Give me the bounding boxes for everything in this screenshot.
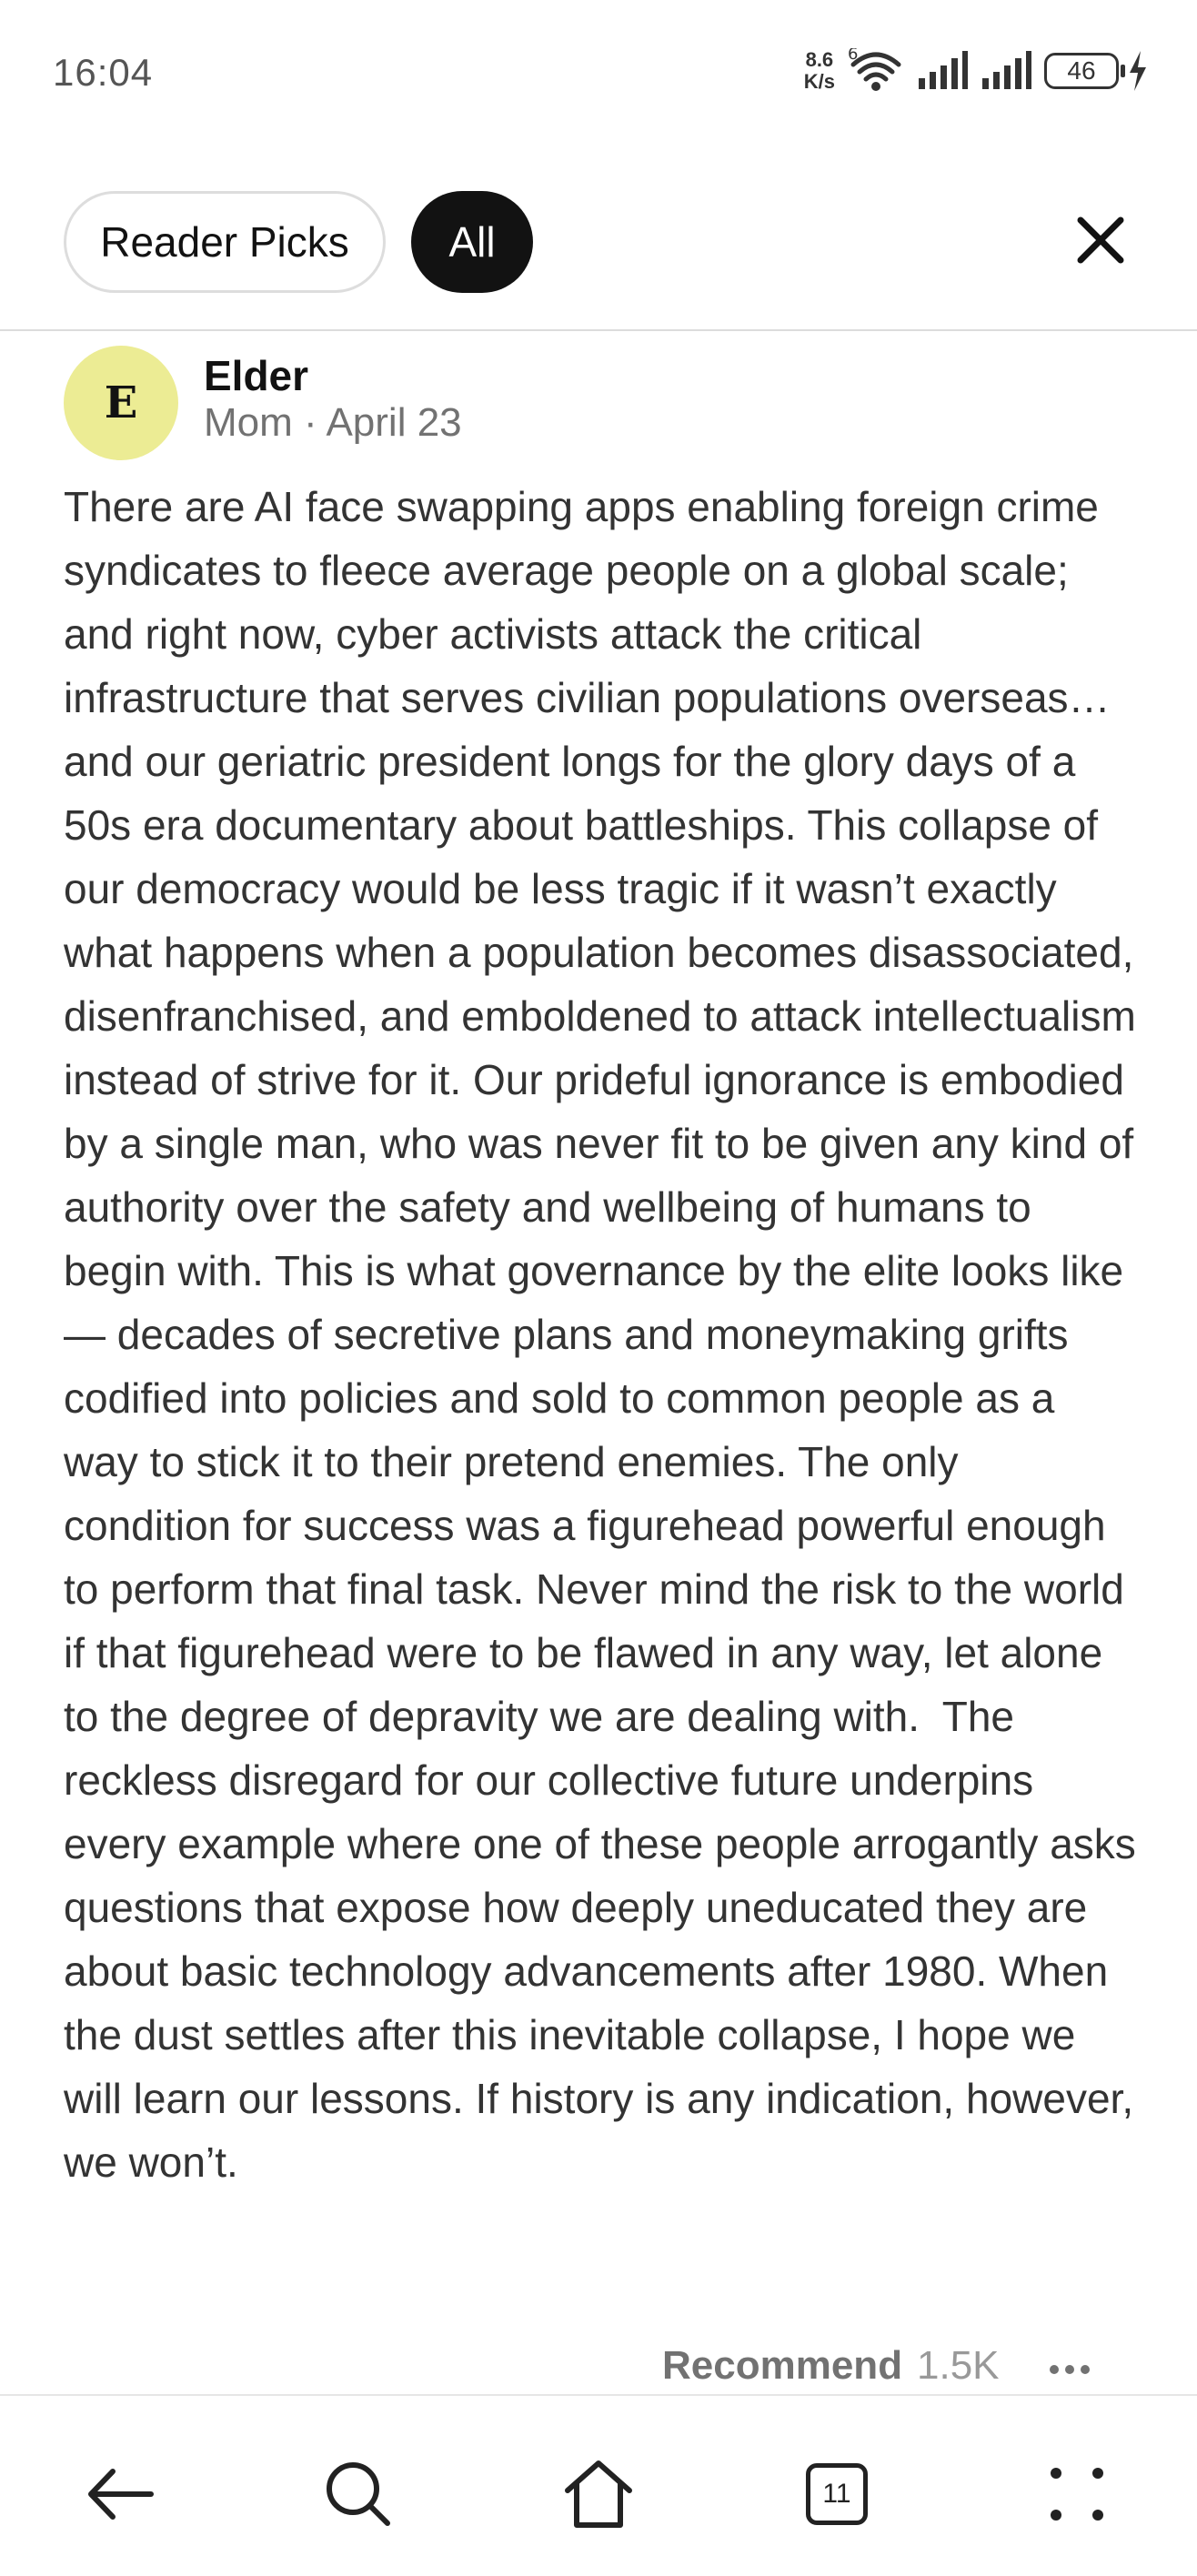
signal-icon (981, 51, 1031, 91)
network-speed-value: 8.6 (805, 48, 834, 71)
network-speed (804, 49, 835, 93)
back-button[interactable] (76, 2450, 164, 2538)
network-speed-unit: K/s (803, 70, 835, 93)
recommend-button[interactable]: Recommend (662, 2343, 903, 2388)
search-button[interactable] (315, 2450, 402, 2538)
comment-meta: Mom · April 23 (204, 400, 462, 445)
reader-picks-chip[interactable]: Reader Picks (64, 191, 386, 293)
status-icons (804, 45, 1148, 96)
menu-icon (1045, 2462, 1109, 2526)
home-button[interactable] (555, 2450, 642, 2538)
back-arrow-icon (84, 2462, 156, 2526)
status-bar (0, 0, 1197, 146)
comment-actions (0, 2343, 1197, 2398)
comment-body: There are AI face swapping apps enabling foreign crime syndicates to fleece average people on a global scale; and right now, cyber activists attack the critical infrastructure that serves civilian populations overseas… and our geriatric president longs for the glory days of a 50s era documentary about battleships. This collapse of our democracy would be less tragic if it wasn’t exactly what happens when a population becomes disassociated, disenfranchised, and emboldened to attack intellectualism instead of strive for it. Our prideful ignorance is embodied by a single man, who was never fit to be given any kind of authority over the safety and wellbeing of humans to begin with. This is what governance by the elite looks like— decades of secretive plans and moneymaking grifts codified into policies and sold to common people as a way to stick it to their pretend enemies. The only condition for success was a figurehead powerful enough to perform that final task. Never mind the risk to the world if that figurehead were to be flawed in any way, let alone to the degree of depravity we are dealing with. The reckless disregard for our collective future underpins every example where one of these people arrogantly asks questions that expose how deeply uneducated they are about basic technology advancements after 1980. When the dust settles after this inevitable collapse, I hope we will learn our lessons. If history is any indication, however, we won’t. (64, 483, 1148, 2186)
tabs-icon: 11 (806, 2463, 868, 2525)
wifi-icon (848, 48, 904, 94)
menu-button[interactable] (1033, 2450, 1121, 2538)
comment-header (64, 346, 1137, 464)
tabs-button[interactable] (793, 2450, 880, 2538)
search-icon (322, 2458, 395, 2531)
home-icon (562, 2458, 635, 2531)
battery-icon: 46 (1044, 53, 1119, 89)
avatar[interactable]: E (64, 346, 178, 460)
all-chip[interactable]: All (411, 191, 533, 293)
more-options-icon[interactable] (1048, 2363, 1091, 2376)
recommend-count: 1.5K (917, 2343, 1000, 2388)
charging-icon (1128, 51, 1148, 91)
bottom-navigation (0, 2394, 1197, 2576)
close-icon[interactable] (1068, 207, 1133, 273)
comment-filter-bar (0, 182, 1197, 331)
author-name[interactable]: Elder (204, 352, 309, 399)
status-time: 16:04 (53, 51, 154, 94)
wifi-badge: 6 (848, 48, 859, 64)
signal-icon (917, 51, 968, 91)
